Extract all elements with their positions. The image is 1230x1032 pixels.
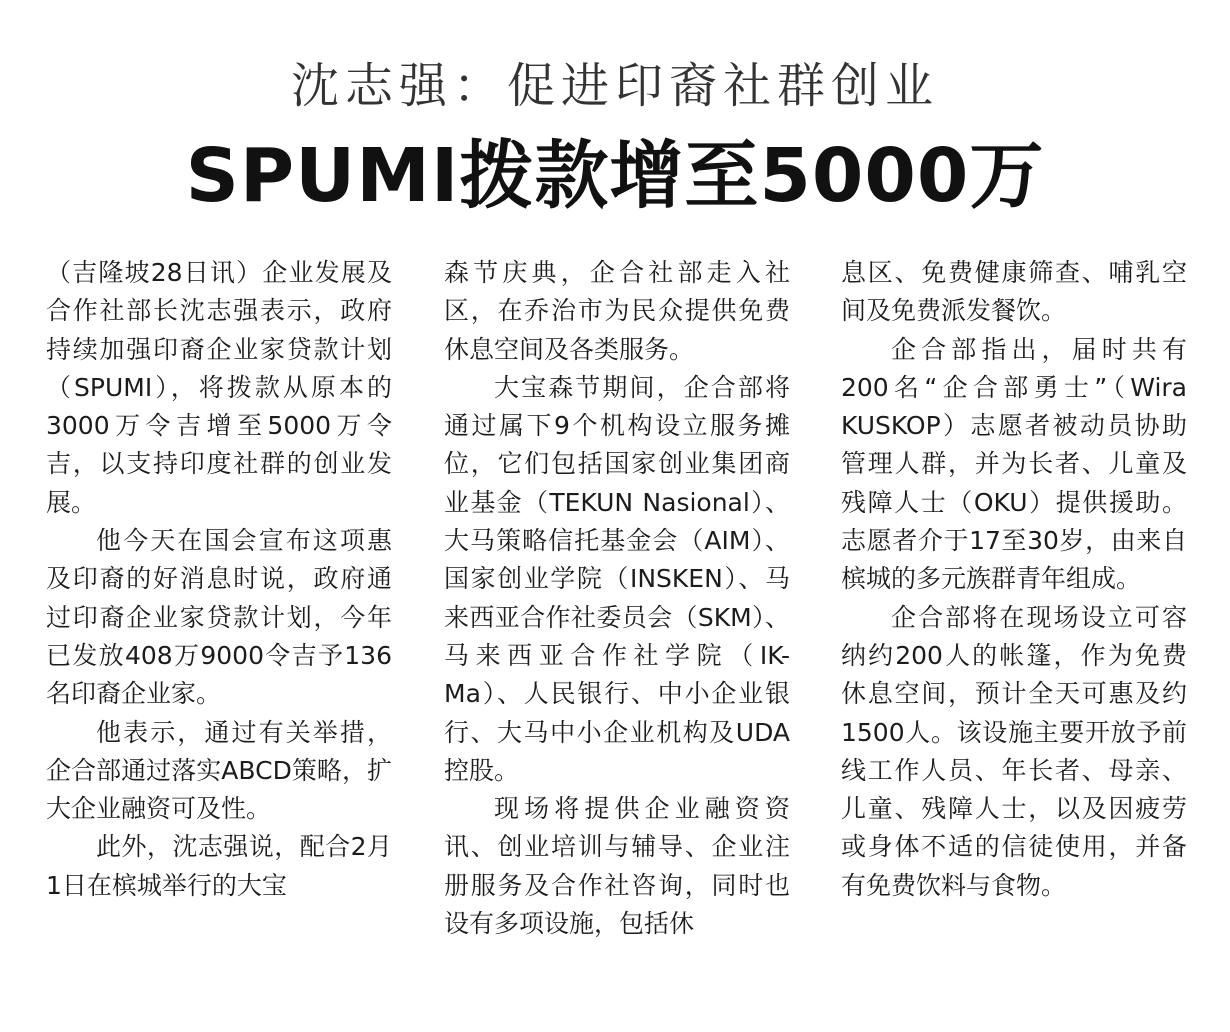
article-column-3	[841, 254, 1187, 905]
column-1-paragraph-3: 他表示，通过有关举措，企合部通过落实ABCD策略，扩大企业融资可及性。	[46, 717, 392, 824]
column-1-paragraph-4: 此外，沈志强说，配合2月1日在槟城举行的大宝	[46, 832, 392, 900]
column-1-paragraph-2: 他今天在国会宣布这项惠及印裔的好消息时说，政府通过印裔企业家贷款计划，今年已发放408万9000令吉予136名印裔企业家。	[46, 526, 392, 709]
column-2-paragraph-3: 现场将提供企业融资资讯、创业培训与辅导、企业注册服务及合作社咨询，同时也设有多项设施，包括休	[444, 794, 790, 939]
column-2-paragraph-2: 大宝森节期间，企合部将通过属下9个机构设立服务摊位，它们包括国家创业集团商业基金（TEKUN Nasional）、大马策略信托基金会（AIM）、国家创业学院（INSKEN）、马来西亚合作社委员会（SKM）、马来西亚合作社学院（IK-Ma）、人民银行、中小企业银行、大马中小企业机构及UDA控股。	[444, 372, 790, 785]
article-headline: SPUMI拨款增至5000万	[185, 133, 1045, 219]
column-2-paragraph-1: 森节庆典，企合社部走入社区，在乔治市为民众提供免费休息空间及各类服务。	[444, 258, 790, 364]
article-column-1	[46, 254, 392, 905]
article-column-2	[444, 254, 790, 943]
column-1-paragraph-1: （吉隆坡28日讯）企业发展及合作社部长沈志强表示，政府持续加强印裔企业家贷款计划（SPUMI），将拨款从原本的3000万令吉增至5000万令吉，以支持印度社群的创业发展。	[46, 258, 392, 517]
article-kicker: 沈志强：促进印裔社群创业	[290, 58, 939, 114]
column-3-paragraph-1: 息区、免费健康筛查、哺乳空间及免费派发餐饮。	[841, 258, 1187, 326]
column-3-paragraph-2: 企合部指出，届时共有200名“企合部勇士”（Wira KUSKOP）志愿者被动员协助管理人群，并为长者、儿童及残障人士（OKU）提供援助。志愿者介于17至30岁，由来自槟城的多元族群青年组成。	[841, 334, 1187, 594]
column-3-paragraph-3: 企合部将在现场设立可容纳约200人的帐篷，作为免费休息空间，预计全天可惠及约1500人。该设施主要开放予前线工作人员、年长者、母亲、儿童、残障人士，以及因疲劳或身体不适的信徒使用，并备有免费饮料与食物。	[841, 602, 1187, 900]
